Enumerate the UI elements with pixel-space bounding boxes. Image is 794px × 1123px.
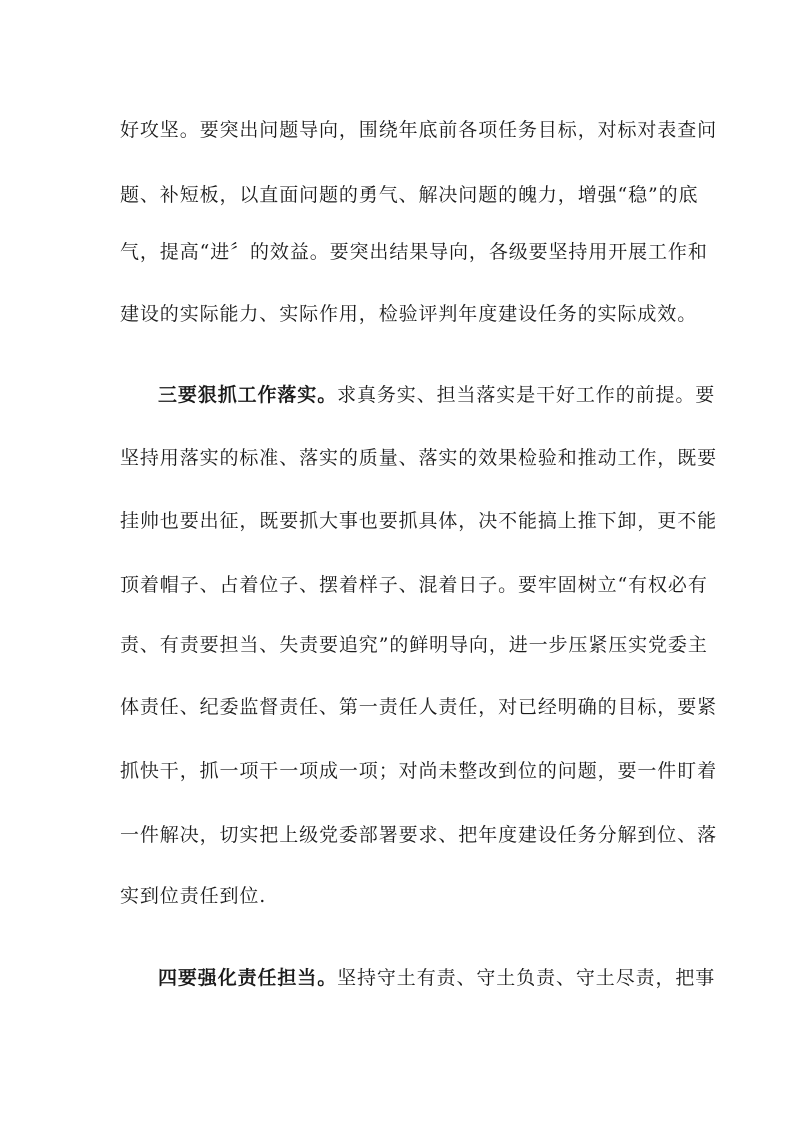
paragraph-line: 坚持用落实的标准、落实的质量、落实的效果检验和推动工作，既要 — [120, 447, 718, 469]
paragraph-line: 实到位责任到位. — [120, 885, 267, 907]
paragraph-text: 求真务实、担当落实是干好工作的前提。要 — [337, 384, 716, 406]
paragraph-line: 题、补短板，以直面问题的勇气、解决问题的魄力，增强“稳”的底 — [120, 184, 699, 206]
paragraph-line: 责、有责要担当、失责要追究”的鲜明导向，进一步压紧压实党委主 — [120, 634, 708, 656]
paragraph-line: 一件解决，切实把上级党委部署要求、把年度建设任务分解到位、落 — [120, 824, 718, 846]
section-heading: 四要强化责任担当。 — [158, 967, 338, 989]
paragraph-line: 建设的实际能力、实际作用，检验评判年度建设任务的实际成效。 — [120, 303, 698, 325]
paragraph-line: 顶着帽子、占着位子、摆着样子、混着日子。要牢固树立“有权必有 — [120, 574, 708, 596]
paragraph-line — [158, 383, 716, 407]
paragraph-line — [158, 966, 716, 990]
paragraph-line: 体责任、纪委监督责任、第一责任人责任，对已经明确的目标，要紧 — [120, 696, 718, 718]
paragraph-line: 挂帅也要出征，既要抓大事也要抓具体，决不能搞上推下卸，更不能 — [120, 510, 718, 532]
paragraph-line: 气，提高“进〞的效益。要突出结果导向，各级要坚持用开展工作和 — [120, 241, 708, 263]
section-heading: 三要狠抓工作落实。 — [158, 384, 338, 406]
paragraph-line: 好攻坚。要突出问题导向，围绕年底前各项任务目标，对标对表查问 — [120, 119, 718, 141]
paragraph-text: 坚持守土有责、守土负责、守土尽责，把事 — [337, 967, 716, 989]
paragraph-line: 抓快干，抓一项干一项成一项；对尚未整改到位的问题，要一件盯着 — [120, 760, 718, 782]
